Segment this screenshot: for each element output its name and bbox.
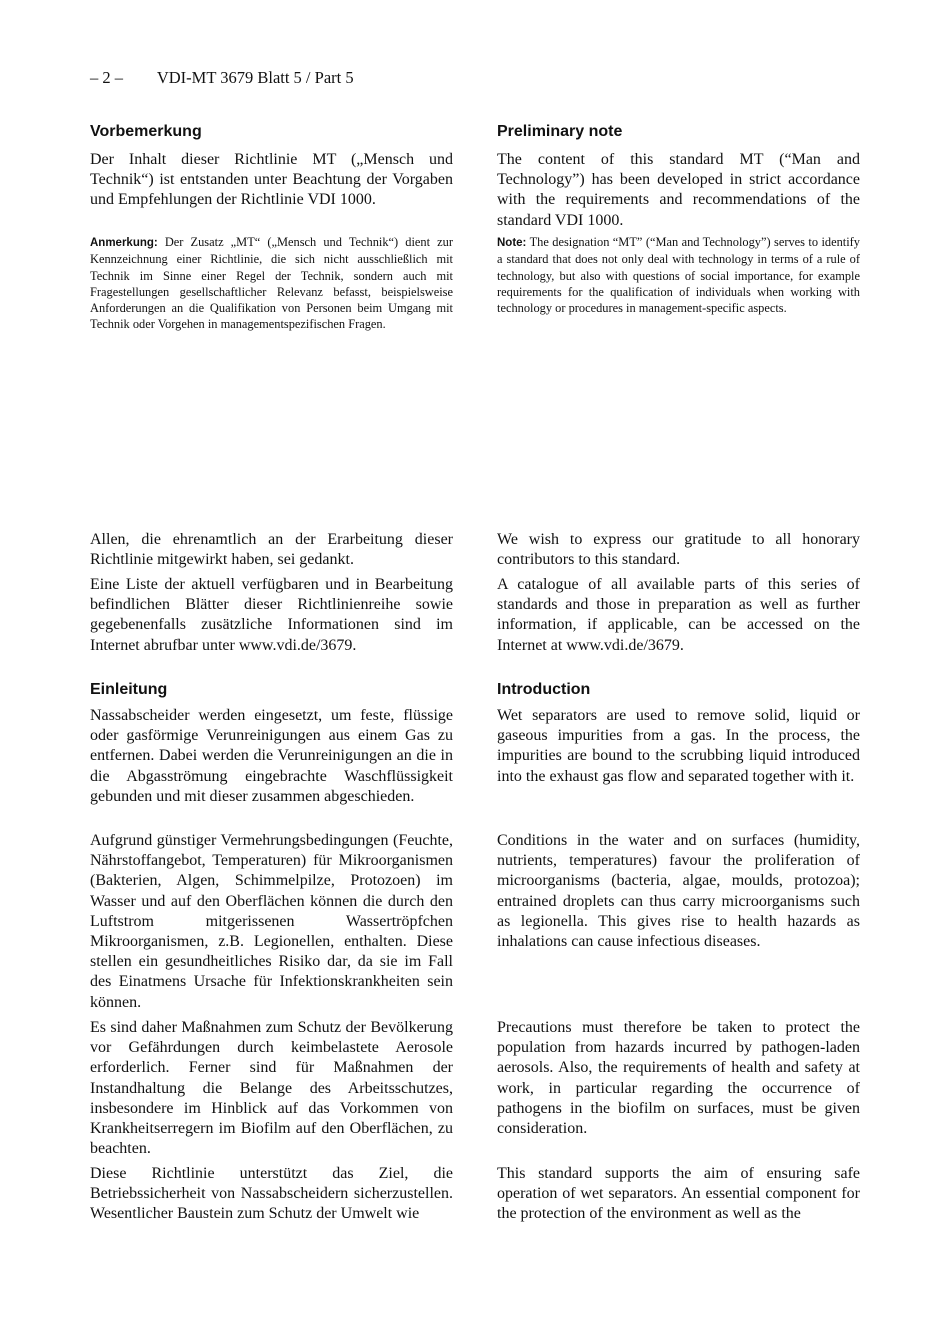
de-intro-p1-block (90, 706, 453, 807)
en-catalogue-section (497, 575, 860, 656)
en-intro-p3: Precautions must therefore be taken to protect the population from hazards incurred by pathogen-laden aerosols. Also, the requirements of health and safety at work, in particular regarding the occurrence of pathogens in the biofilm on surfaces, must be given consideration. (497, 1019, 860, 1138)
de-thanks-section (90, 530, 453, 570)
de-thanks: Allen, die ehrenamtlich an der Erarbeitung dieser Richtlinie mitgewirkt haben, sei gedankt. (90, 531, 453, 569)
en-preliminary-text: The content of this standard MT (“Man and Technology”) has been developed in strict accordance with the requirements and recommendations of the standard VDI 1000. (497, 151, 860, 229)
en-intro-heading: Introduction (497, 681, 591, 698)
de-intro-heading-block (90, 680, 453, 708)
en-note-text: The designation “MT” (“Man and Technology”) serves to identify a standard that does not only deal with technology in terms of a rule of technology, but also with questions of social importance, for example requirements for the qualification of individuals when working with technology or procedures in management-specific aspects. (497, 235, 860, 316)
de-preliminary-section (90, 122, 453, 211)
en-intro-p4: This standard supports the aim of ensuring safe operation of wet separators. An essential component for the protection of the environment as well as the (497, 1165, 860, 1223)
de-note-paragraph (90, 234, 453, 333)
en-intro-p1-block (497, 706, 860, 787)
en-note (497, 234, 860, 316)
de-note (90, 234, 453, 333)
de-note-label: Anmerkung: (90, 237, 158, 249)
en-catalogue: A catalogue of all available parts of this series of standards and those in preparation as well as further information, if applicable, can be accessed on the Internet at www.vdi.de/3679. (497, 576, 860, 654)
en-thanks: We wish to express our gratitude to all honorary contributors to this standard. (497, 531, 860, 569)
page-header (90, 68, 354, 88)
de-intro-p2: Aufgrund günstiger Vermehrungsbedingungen (Feuchte, Nährstoffangebot, Temperaturen) für Mikroorganismen (Bakterien, Algen, Schimmelpilze, Protozoen) im Wasser und auf den Oberflächen können die durch den Luftstrom mitgerissenen Wassertröpfchen Mikroorganismen, z.B. Legionellen, enthalten. Diese stellen ein gesundheitliches Risiko dar, da sie im Fall des Einatmens Ursache für Infektionskrankheiten sein können. (90, 832, 453, 1011)
en-intro-p2: Conditions in the water and on surfaces (humidity, nutrients, temperatures) favour the proliferation of microorganisms (bacteria, algae, moulds, protozoa); entrained droplets can thus carry microorganisms such as legionella. This gives rise to health hazards as inhalations can cause infectious diseases. (497, 832, 860, 951)
de-preliminary-heading: Vorbemerkung (90, 123, 202, 140)
de-intro-p3-block (90, 1018, 453, 1159)
de-intro-p4-block (90, 1164, 453, 1225)
en-intro-heading-block (497, 680, 860, 708)
en-intro-p1: Wet separators are used to remove solid, liquid or gaseous impurities from a gas. In the process, the impurities are bound to the scrubbing liquid introduced into the exhaust gas flow and separated together with it. (497, 707, 860, 785)
de-catalogue: Eine Liste der aktuell verfügbaren und in Bearbeitung befindlichen Blätter dieser Richtlinienreihe sowie gegebenenfalls zusätzliche Informationen sind im Internet abrufbar unter www.vdi.de/3679. (90, 576, 453, 654)
page-number: – 2 – (90, 68, 123, 87)
de-note-text: Der Zusatz „MT“ („Mensch und Technik“) dient zur Kennzeichnung einer Richtlinie, die sich nicht ausschließlich mit Technik im Sinne einer Regel der Technik, sondern auch mit Fragestellungen gesellschaftlicher Relevanz befasst, beispielsweise Anforderungen an die Qualifikation von Personen beim Umgang mit Technik oder Vorgehen in managementspezifischen Fragen. (90, 235, 453, 332)
de-intro-heading: Einleitung (90, 681, 168, 698)
document-id: VDI-MT 3679 Blatt 5 / Part 5 (156, 68, 354, 87)
de-catalogue-section (90, 575, 453, 656)
de-intro-p4: Diese Richtlinie unterstützt das Ziel, die Betriebssicherheit von Nassabscheidern sicherzustellen. Wesentlicher Baustein zum Schutz der Umwelt wie (90, 1165, 453, 1223)
en-preliminary-section (497, 122, 860, 231)
en-intro-p2-block (497, 831, 860, 952)
de-intro-p3: Es sind daher Maßnahmen zum Schutz der Bevölkerung vor Gefährdungen durch keimbelastete Aerosole erforderlich. Ferner sind für Maßnahmen der Instandhaltung die Belange des Arbeitsschutzes, insbesondere im Hinblick auf das Vorkommen von Krankheitserregern im Biofilm auf den Oberflächen, zu beachten. (90, 1019, 453, 1158)
de-intro-p2-block (90, 831, 453, 1013)
en-note-label: Note: (497, 237, 527, 249)
de-intro-p1: Nassabscheider werden eingesetzt, um feste, flüssige oder gasförmige Verunreinigungen aus einem Gas zu entfernen. Dabei werden die Verunreinigungen an die in die Abgasströmung eingebrachte Waschflüssigkeit gebunden und mit dieser zusammen abgeschieden. (90, 707, 453, 805)
en-preliminary-heading: Preliminary note (497, 123, 623, 140)
de-preliminary-text: Der Inhalt dieser Richtlinie MT („Mensch und Technik“) ist entstanden unter Beachtung der Vorgaben und Empfehlungen der Richtlinie VDI 1000. (90, 151, 453, 209)
en-thanks-section (497, 530, 860, 570)
en-intro-p4-block (497, 1164, 860, 1225)
en-note-paragraph (497, 234, 860, 316)
en-intro-p3-block (497, 1018, 860, 1139)
